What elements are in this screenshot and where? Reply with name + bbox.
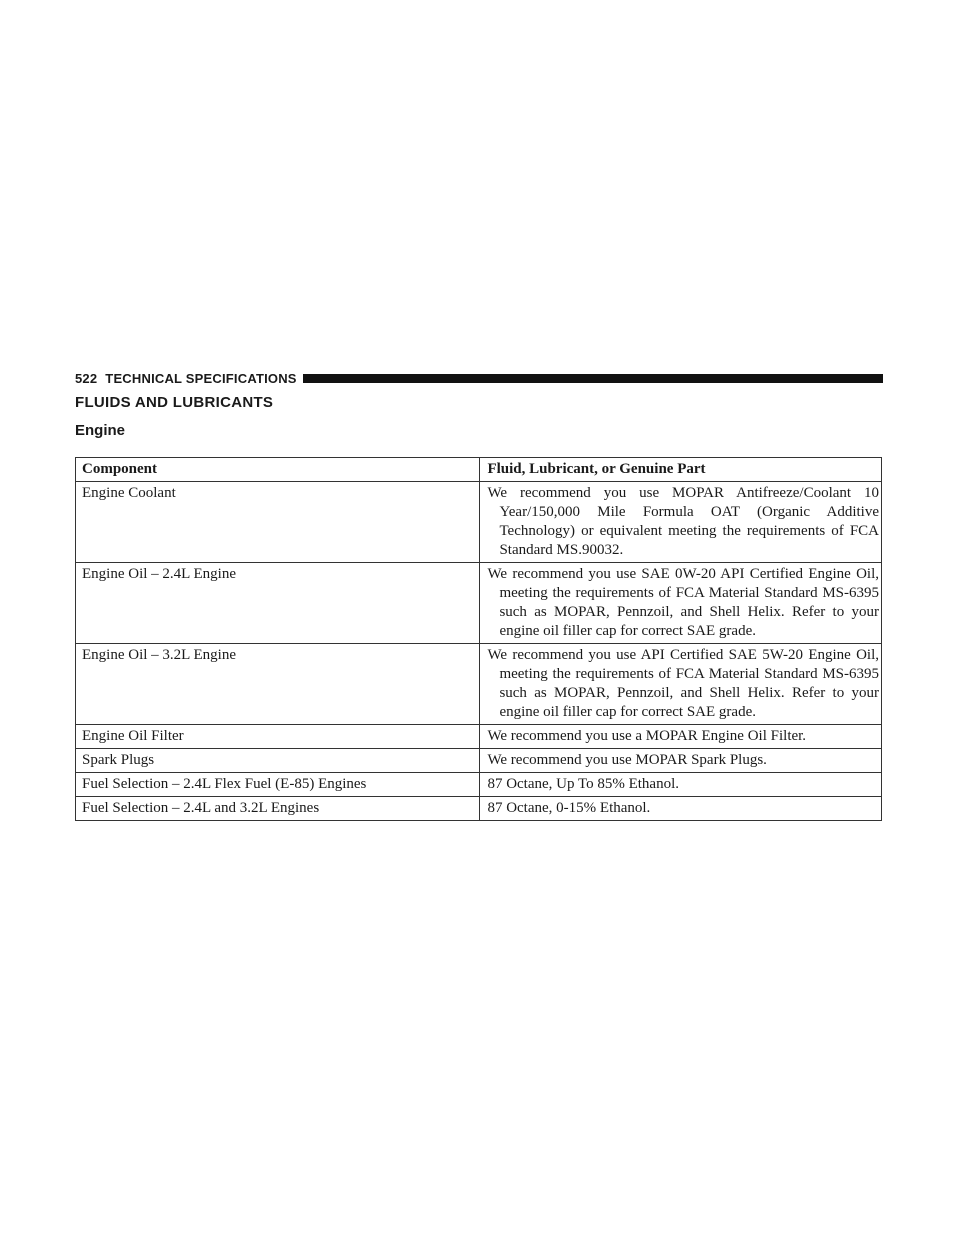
component-cell: Fuel Selection – 2.4L Flex Fuel (E-85) Engines (76, 773, 480, 797)
table-row (76, 563, 882, 644)
fluid-cell (480, 773, 882, 797)
table-row (76, 797, 882, 821)
header-rule (303, 374, 883, 383)
fluid-text: 87 Octane, 0-15% Ethanol. (487, 800, 651, 816)
fluid-cell (480, 749, 882, 773)
running-header (75, 368, 883, 388)
fluid-text: 87 Octane, Up To 85% Ethanol. (487, 776, 679, 792)
component-cell: Spark Plugs (76, 749, 480, 773)
component-cell: Engine Oil Filter (76, 725, 480, 749)
table-row (76, 749, 882, 773)
page-number: 522 (75, 370, 98, 386)
component-cell: Engine Coolant (76, 482, 480, 563)
running-title: TECHNICAL SPECIFICATIONS (105, 370, 297, 386)
fluid-text: We recommend you use API Certified SAE 5W-20 Engine Oil, meeting the requirements of FCA Material Standard MS-6395 such as MOPAR, Pennzoil, and Shell Helix. Refer to your engine oil filler cap for correct SAE grade. (487, 647, 879, 720)
fluid-cell (480, 563, 882, 644)
fluid-cell (480, 482, 882, 563)
fluid-cell (480, 725, 882, 749)
column-header-fluid: Fluid, Lubricant, or Genuine Part (480, 458, 882, 482)
section-title: FLUIDS AND LUBRICANTS (75, 394, 274, 411)
fluid-text: We recommend you use MOPAR Antifreeze/Coolant 10 Year/150,000 Mile Formula OAT (Organic Additive Technology) or equivalent meeting the requirements of FCA Standard MS.90032. (487, 485, 879, 558)
table-header-row (76, 458, 882, 482)
column-header-component: Component (76, 458, 480, 482)
table-row (76, 644, 882, 725)
fluid-cell (480, 797, 882, 821)
table-row (76, 725, 882, 749)
sub-title: Engine (75, 422, 126, 439)
component-cell: Fuel Selection – 2.4L and 3.2L Engines (76, 797, 480, 821)
component-cell: Engine Oil – 2.4L Engine (76, 563, 480, 644)
fluid-text: We recommend you use SAE 0W-20 API Certified Engine Oil, meeting the requirements of FCA Material Standard MS-6395 such as MOPAR, Pennzoil, and Shell Helix. Refer to your engine oil filler cap for correct SAE grade. (487, 566, 879, 639)
fluid-text: We recommend you use MOPAR Spark Plugs. (487, 752, 767, 768)
fluid-text: We recommend you use a MOPAR Engine Oil Filter. (487, 728, 807, 744)
table-row (76, 482, 882, 563)
fluid-cell (480, 644, 882, 725)
component-cell: Engine Oil – 3.2L Engine (76, 644, 480, 725)
fluids-table (75, 457, 882, 821)
table-row (76, 773, 882, 797)
